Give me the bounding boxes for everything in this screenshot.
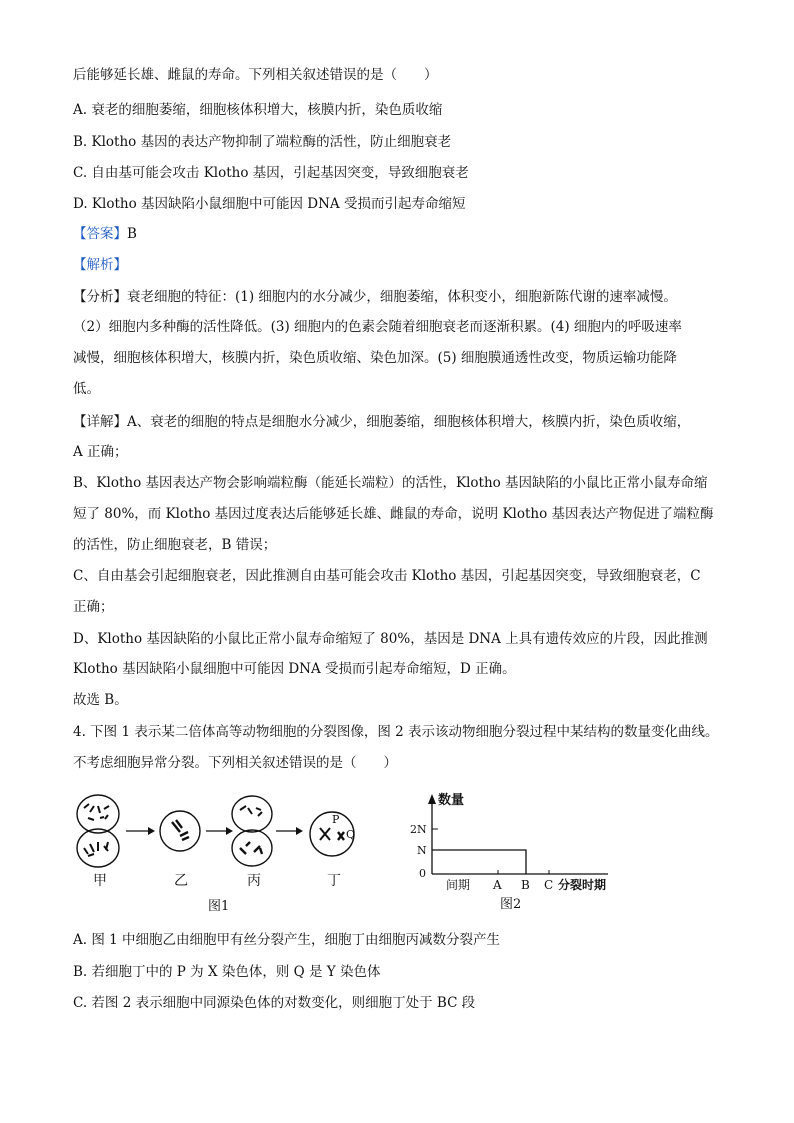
q4-option-b: B. 若细胞丁中的 P 为 X 染色体，则 Q 是 Y 染色体: [73, 964, 381, 980]
label-ding: 丁: [327, 873, 341, 889]
xtick-b: B: [521, 878, 530, 892]
xtick-interphase: 间期: [446, 878, 471, 892]
label-jia: 甲: [93, 873, 107, 889]
arrow-2: [206, 827, 233, 835]
figure2-graph: [410, 792, 608, 912]
cell-bing: [232, 796, 272, 866]
detail-line-5: 的活性，防止细胞衰老，B 错误；: [73, 537, 277, 553]
mark-q: Q: [346, 828, 356, 841]
option-b: B. Klotho 基因的表达产物抑制了端粒酶的活性，防止细胞衰老: [73, 134, 452, 150]
figure2-caption: 图2: [500, 897, 522, 912]
q4-option-c: C. 若图 2 表示细胞中同源染色体的对数变化，则细胞丁处于 BC 段: [73, 995, 476, 1011]
figure-svg: [70, 782, 630, 922]
detail-line-2: A 正确；: [73, 444, 128, 460]
detail-line-9: Klotho 基因缺陷小鼠细胞中可能因 DNA 受损而引起寿命缩短，D 正确。: [73, 661, 516, 677]
option-d: D. Klotho 基因缺陷小鼠细胞中可能因 DNA 受损而引起寿命缩短: [73, 196, 466, 212]
figure1-caption: 图1: [208, 899, 230, 914]
label-bing: 丙: [247, 873, 261, 889]
ytick-0: 0: [419, 867, 426, 880]
answer-value: B: [127, 226, 137, 242]
option-a: A. 衰老的细胞萎缩，细胞核体积增大，核膜内折，染色质收缩: [73, 102, 443, 118]
figure2-xlabel: 分裂时期: [558, 878, 607, 892]
mark-p: P: [332, 813, 340, 826]
cell-jia: [77, 795, 119, 867]
arrow-1: [126, 827, 155, 835]
xtick-a: A: [493, 878, 502, 892]
cell-ding: [310, 812, 355, 856]
detail-line-1: 【详解】A、衰老的细胞的特点是细胞水分减少，细胞萎缩，细胞核体积增大，核膜内折，染色质收缩，: [73, 414, 691, 430]
answer-label: 【答案】: [73, 226, 127, 242]
arrow-3: [276, 827, 303, 835]
analysis-line-2: （2）细胞内多种酶的活性降低。(3) 细胞内的色素会随着细胞衰老而逐渐积累。(4) 细胞内的呼吸速率: [73, 319, 682, 335]
question-4-line-2: 不考虑细胞异常分裂。下列相关叙述错误的是（ ）: [73, 755, 397, 771]
ytick-2n: 2N: [410, 823, 427, 836]
explanation-label: 【解析】: [73, 257, 127, 273]
ytick-n: N: [417, 844, 427, 857]
question-4-line-1: 4. 下图 1 表示某二倍体高等动物细胞的分裂图像，图 2 表示该动物细胞分裂过程中某结构的数量变化曲线。: [73, 724, 719, 740]
detail-line-4: 短了 80%，而 Klotho 基因过度表达后能够延长雄、雌鼠的寿命，说明 Klotho 基因表达产物促进了端粒酶: [73, 506, 714, 522]
detail-line-7: 正确；: [73, 599, 114, 615]
q4-option-a: A. 图 1 中细胞乙由细胞甲有丝分裂产生，细胞丁由细胞丙减数分裂产生: [73, 932, 501, 948]
detail-line-6: C、自由基会引起细胞衰老，因此推测自由基可能会攻击 Klotho 基因，引起基因突变，导致细胞衰老，C: [73, 568, 701, 584]
question-stem-end: 后能够延长雄、雌鼠的寿命。下列相关叙述错误的是（ ）: [73, 67, 438, 83]
detail-line-8: D、Klotho 基因缺陷的小鼠比正常小鼠寿命缩短了 80%，基因是 DNA 上具有遗传效应的片段，因此推测: [73, 631, 708, 647]
xtick-c: C: [544, 878, 554, 892]
cell-yi: [160, 811, 200, 851]
option-c: C. 自由基可能会攻击 Klotho 基因，引起基因突变，导致细胞衰老: [73, 165, 469, 181]
figure-area: [70, 782, 630, 922]
conclusion-line: 故选 B。: [73, 692, 128, 708]
detail-line-3: B、Klotho 基因表达产物会影响端粒酶（能延长端粒）的活性，Klotho 基因缺陷的小鼠比正常小鼠寿命缩: [73, 475, 708, 491]
figure2-ylabel: 数量: [438, 793, 465, 808]
analysis-line-4: 低。: [73, 381, 100, 397]
label-yi: 乙: [174, 873, 188, 889]
analysis-line-1: 【分析】衰老细胞的特征：(1) 细胞内的水分减少，细胞萎缩，体积变小，细胞新陈代谢的速率减慢。: [73, 289, 677, 305]
answer-line: [73, 225, 137, 243]
analysis-line-3: 减慢，细胞核体积增大，核膜内折，染色质收缩、染色加深。(5) 细胞膜通透性改变，物质运输功能降: [73, 350, 677, 366]
